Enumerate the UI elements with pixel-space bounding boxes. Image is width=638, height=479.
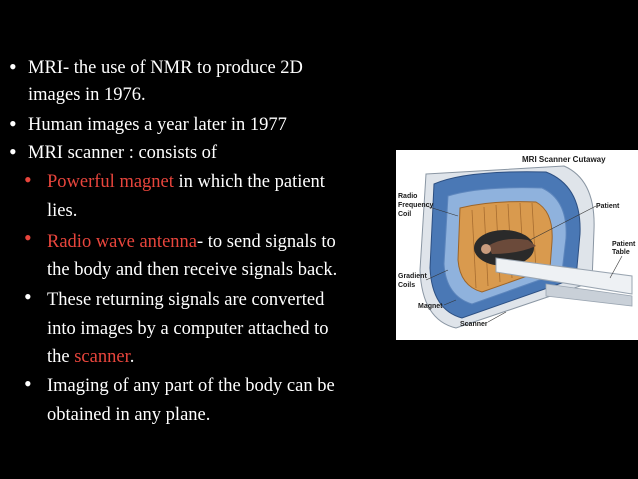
sub-bullet-1-line-1 xyxy=(47,171,325,194)
label-coil: Coil xyxy=(398,211,412,218)
scanner-highlight: scanner xyxy=(74,347,130,367)
label-patient-table-1: Patient xyxy=(612,241,636,248)
bullet-1-line-1: MRI- the use of NMR to produce 2D xyxy=(28,58,303,78)
bullet-1-line-2: images in 1976. xyxy=(28,85,146,105)
sub-bullet-3-line-3-post: . xyxy=(129,347,135,367)
sub-bullet-3-line-3 xyxy=(47,346,134,369)
sub-bullet-2-rest: - to send signals to xyxy=(197,232,336,252)
sub-bullet-dot: • xyxy=(24,167,32,192)
label-magnet: Magnet xyxy=(418,303,443,310)
label-coils: Coils xyxy=(398,282,416,289)
sub-bullet-dot: • xyxy=(24,225,32,250)
bullet-dot: • xyxy=(9,111,17,136)
bullet-2-line-1: Human images a year later in 1977 xyxy=(28,115,287,135)
sub-bullet-3-line-1: These returning signals are converted xyxy=(47,290,325,310)
sub-bullet-2-line-1 xyxy=(47,231,336,254)
mri-cutaway-figure xyxy=(396,150,638,340)
sub-bullet-dot: • xyxy=(24,284,32,309)
label-patient: Patient xyxy=(596,203,620,210)
radio-wave-antenna-highlight: Radio wave antenna xyxy=(47,232,197,252)
mri-cutaway-illustration xyxy=(396,150,638,340)
bullet-dot: • xyxy=(9,139,17,164)
powerful-magnet-highlight: Powerful magnet xyxy=(47,172,174,192)
sub-bullet-4-line-1: Imaging of any part of the body can be xyxy=(47,376,335,396)
label-radio: Radio xyxy=(398,193,418,200)
sub-bullet-1-rest: in which the patient xyxy=(173,172,325,192)
figure-title: MRI Scanner Cutaway xyxy=(522,155,606,164)
bullet-3-line-1: MRI scanner : consists of xyxy=(28,143,218,163)
label-scanner: Scanner xyxy=(460,321,488,328)
sub-bullet-1-line-2: lies. xyxy=(47,201,78,221)
sub-bullet-dot: • xyxy=(24,371,32,396)
label-patient-table-2: Table xyxy=(612,249,630,256)
sub-bullet-2-line-2: the body and then receive signals back. xyxy=(47,260,338,280)
label-frequency: Frequency xyxy=(398,202,434,209)
bullet-dot: • xyxy=(9,54,17,79)
sub-bullet-3-line-2: into images by a computer attached to xyxy=(47,319,329,339)
sub-bullet-4-line-2: obtained in any plane. xyxy=(47,405,211,425)
patient-head xyxy=(481,244,491,254)
label-gradient: Gradient xyxy=(398,273,427,280)
sub-bullet-3-line-3-pre: the xyxy=(47,347,75,367)
